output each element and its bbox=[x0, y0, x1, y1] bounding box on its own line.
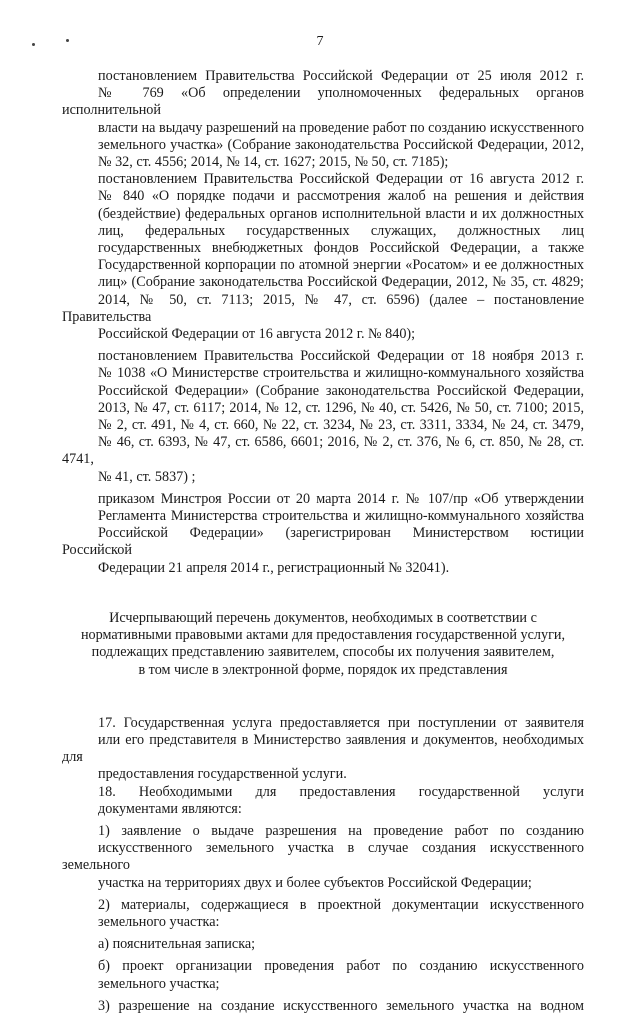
paragraph-order-107 bbox=[62, 491, 584, 577]
text-line: № 2, ст. 491, № 4, ст. 660, № 22, ст. 3234, № 23, ст. 3311, 3334, № 24, ст. 3479, bbox=[98, 417, 584, 434]
paragraph-item-18-2 bbox=[62, 897, 584, 931]
heading-line: нормативными правовыми актами для предоставления государственной услуги, bbox=[80, 627, 566, 644]
paragraph-item-18 bbox=[62, 784, 584, 818]
text-line: № 41, ст. 5837) ; bbox=[98, 468, 196, 485]
document-body bbox=[62, 68, 584, 1015]
text-line: Российской Федерации от 16 августа 2012 г. № 840); bbox=[98, 326, 416, 343]
paragraph-decree-769 bbox=[62, 68, 584, 171]
text-line: № 32, ст. 4556; 2014, № 14, ст. 1627; 2015, № 50, ст. 7185); bbox=[98, 154, 449, 171]
text-line: постановлением Правительства Российской Федерации от 16 августа 2012 г. bbox=[98, 171, 584, 188]
text-line: власти на выдачу разрешений на проведение работ по созданию искусственного bbox=[98, 119, 584, 136]
text-line: № 1038 «О Министерстве строительства и жилищно-коммунального хозяйства bbox=[98, 365, 584, 382]
text-line: № 46, ст. 6393, № 47, ст. 6586, 6601; 2016, № 2, ст. 376, № 6, ст. 850, № 28, ст. 4741, bbox=[62, 434, 584, 468]
paragraph-decree-1038 bbox=[62, 348, 584, 486]
text-line: Регламента Министерства строительства и жилищно-коммунального хозяйства bbox=[98, 508, 584, 525]
text-line: (бездействие) федеральных органов исполнительной власти и их должностных bbox=[98, 205, 584, 222]
section-heading bbox=[62, 610, 584, 679]
text-line: 2014, № 50, ст. 7113; 2015, № 47, ст. 6596) (далее – постановление Правительства bbox=[62, 291, 584, 325]
text-line: Федерации 21 апреля 2014 г., регистрационный № 32041). bbox=[98, 559, 450, 576]
heading-line: подлежащих представлению заявителем, способы их получения заявителем, bbox=[91, 644, 555, 661]
text-line: б) проект организации проведения работ по созданию искусственного bbox=[98, 958, 584, 975]
text-line: приказом Минстроя России от 20 марта 2014 г. № 107/пр «Об утверждении bbox=[98, 490, 584, 507]
text-line: земельного участка; bbox=[98, 975, 220, 992]
text-line: № 840 «О порядке подачи и рассмотрения жалоб на решения и действия bbox=[98, 188, 584, 205]
text-line: лиц» (Собрание законодательства Российской Федерации, 2012, № 35, ст. 4829; bbox=[98, 274, 584, 291]
text-line: постановлением Правительства Российской Федерации от 18 ноября 2013 г. bbox=[98, 348, 584, 365]
text-line: 1) заявление о выдаче разрешения на проведение работ по созданию bbox=[98, 822, 584, 839]
heading-line: в том числе в электронной форме, порядок их представления bbox=[138, 661, 508, 678]
paragraph-item-18-3 bbox=[62, 998, 584, 1015]
text-line: искусственного земельного участка в случае создания искусственного земельного bbox=[62, 840, 584, 874]
text-line: 18. Необходимыми для предоставления государственной услуги bbox=[98, 783, 584, 800]
text-line: 3) разрешение на создание искусственного земельного участка на водном bbox=[98, 997, 584, 1014]
paragraph-item-18-2a bbox=[62, 936, 584, 953]
text-line: земельного участка: bbox=[98, 913, 220, 930]
text-line: земельного участка» (Собрание законодательства Российской Федерации, 2012, bbox=[98, 136, 584, 153]
text-line: лиц, федеральных государственных служащих, должностных лиц bbox=[98, 222, 584, 239]
text-line: а) пояснительная записка; bbox=[98, 936, 256, 953]
text-line: 17. Государственная услуга предоставляется при поступлении от заявителя bbox=[98, 714, 584, 731]
text-line: Российской Федерации» (зарегистрирован Министерством юстиции Российской bbox=[62, 525, 584, 559]
text-line: Российской Федерации» (Собрание законодательства Российской Федерации, bbox=[98, 382, 584, 399]
text-line: документами являются: bbox=[98, 800, 242, 817]
text-line: 2) материалы, содержащиеся в проектной документации искусственного bbox=[98, 896, 584, 913]
text-line: или его представителя в Министерство заявления и документов, необходимых для bbox=[62, 731, 584, 766]
text-line: Государственной корпорации по атомной энергии «Росатом» и ее должностных bbox=[98, 257, 584, 274]
page-number: 7 bbox=[316, 34, 324, 49]
paragraph-item-18-2b bbox=[62, 958, 584, 992]
paragraph-item-18-1 bbox=[62, 823, 584, 892]
text-line: участка на территориях двух и более субъектов Российской Федерации; bbox=[98, 874, 532, 891]
paragraph-decree-840 bbox=[62, 171, 584, 343]
text-line: № 769 «Об определении уполномоченных федеральных органов исполнительной bbox=[62, 85, 584, 119]
text-line: государственных внебюджетных фондов Российской Федерации, а также bbox=[98, 240, 584, 257]
text-line: предоставления государственной услуги. bbox=[98, 766, 347, 783]
text-line: 2013, № 47, ст. 6117; 2014, № 12, ст. 1296, № 40, ст. 5426, № 50, ст. 7100; 2015, bbox=[98, 399, 584, 416]
text-line: постановлением Правительства Российской Федерации от 25 июля 2012 г. bbox=[98, 68, 584, 84]
heading-line: Исчерпывающий перечень документов, необходимых в соответствии с bbox=[109, 609, 537, 626]
paragraph-item-17 bbox=[62, 715, 584, 784]
